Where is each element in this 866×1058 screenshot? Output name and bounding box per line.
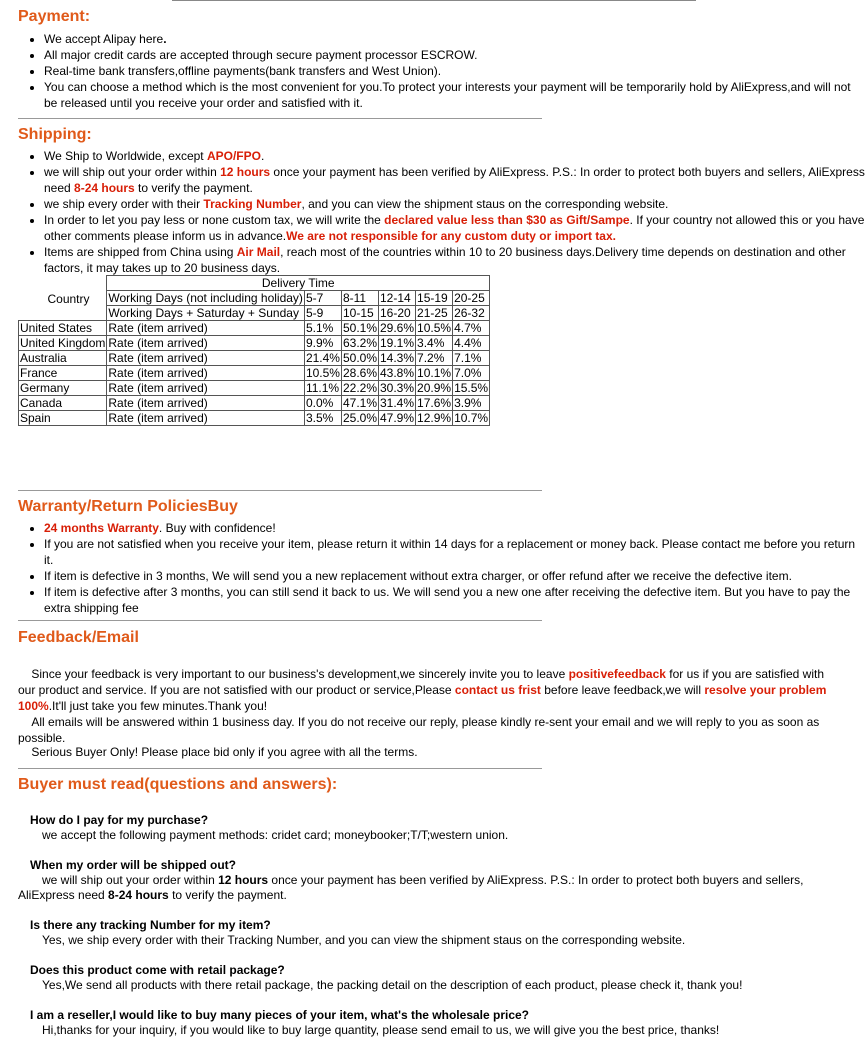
table-row — [19, 396, 490, 411]
rate-cell: 17.6% — [417, 396, 452, 410]
rate-cell: 14.3% — [380, 351, 415, 365]
range-cell: 10-15 — [341, 306, 378, 321]
range-cell: 20-25 — [453, 291, 490, 306]
question: When my order will be shipped out? — [30, 858, 237, 872]
table-body — [19, 321, 490, 426]
table-row — [19, 351, 490, 366]
list-item: • If item is defective in 3 months, We will send you a new replacement without extra charger, or offer refund after we receive the defective item. — [44, 568, 866, 584]
rate-label-cell: Rate (item arrived) — [107, 381, 305, 396]
rate-cell: 22.2% — [342, 381, 377, 395]
rate-cell: 10.7% — [454, 411, 489, 425]
warranty-list — [26, 520, 866, 616]
rate-cell: 3.5% — [304, 411, 341, 426]
divider — [18, 118, 542, 119]
rate-cell: 9.9% — [304, 336, 341, 351]
warranty-title: Warranty/Return PoliciesBuy — [18, 498, 238, 515]
delivery-time-header: Delivery Time — [107, 276, 490, 291]
rate-cell: 63.2% — [342, 336, 377, 350]
list-item: • If you are not satisfied when you receive your item, please return it within 14 days for a replacement or money back. Please contact me before you return it. — [44, 536, 866, 568]
list-item: • If item is defective after 3 months, you can still send it back to us. We will send you a new one after receiving the defective item. But you have to pay the extra shipping fee — [44, 584, 866, 616]
shipping-list — [26, 148, 866, 276]
range-cell: 5-9 — [304, 306, 341, 321]
rate-cell: 7.1% — [453, 351, 490, 366]
list-item: • We accept Alipay here. — [44, 31, 866, 47]
list-item: • We Ship to Worldwide, except APO/FPO. — [44, 148, 866, 164]
list-item: • 24 months Warranty. Buy with confidence! — [44, 520, 866, 536]
country-cell: Australia — [19, 351, 107, 366]
buyer-title: Buyer must read(questions and answers): — [18, 776, 338, 793]
question: I am a reseller,I would like to buy many pieces of your item, what's the wholesale price? — [30, 1008, 530, 1022]
feedback-title: Feedback/Email — [18, 629, 139, 646]
country-cell: Spain — [19, 411, 107, 426]
rate-cell: 25.0% — [342, 411, 377, 425]
qa-item — [18, 858, 844, 903]
country-cell: Canada — [19, 396, 107, 411]
payment-list — [26, 31, 866, 111]
country-cell: United States — [19, 321, 107, 336]
question: Is there any tracking Number for my item? — [30, 918, 271, 932]
shipping-title: Shipping: — [18, 126, 92, 143]
range-cell: 26-32 — [453, 306, 490, 321]
range-cell: 15-19 — [416, 291, 453, 306]
table-row — [19, 366, 490, 381]
payment-title: Payment: — [18, 8, 91, 25]
list-item: • You can choose a method which is the most convenient for you.To protect your interests your payment will be temporarily hold by AliExpress,and will not be released until you receive your order and satisfied with it. — [44, 79, 866, 111]
range-cell: 5-7 — [304, 291, 341, 306]
rate-label-cell: Rate (item arrived) — [107, 411, 305, 426]
rate-cell: 28.6% — [342, 366, 377, 380]
rate-cell: 5.1% — [304, 321, 341, 336]
divider — [18, 620, 542, 621]
divider — [18, 768, 542, 769]
qa-item — [18, 1008, 844, 1038]
rate-label-cell: Rate (item arrived) — [107, 351, 305, 366]
table-row — [19, 336, 490, 351]
list-item: • we ship every order with their Tracking Number, and you can view the shipment staus on the corresponding website. — [44, 196, 866, 212]
rate-cell: 12.9% — [417, 411, 452, 425]
question: How do I pay for my purchase? — [30, 813, 209, 827]
rate-cell: 30.3% — [380, 381, 415, 395]
rate-cell: 7.0% — [453, 366, 490, 381]
rate-cell: 20.9% — [417, 381, 452, 395]
answer: we accept the following payment methods: cridet card; moneybooker;T/T;western union. — [42, 828, 509, 842]
rate-cell: 0.0% — [304, 396, 341, 411]
rate-cell: 47.9% — [380, 411, 415, 425]
row-label: Working Days + Saturday + Sunday — [107, 306, 305, 321]
rate-cell: 10.5% — [305, 366, 340, 380]
top-divider — [172, 0, 696, 1]
rate-cell: 3.4% — [416, 336, 453, 351]
rate-cell: 19.1% — [380, 336, 415, 350]
answer: we will ship out your order within 12 hours once your payment has been verified by AliExpress. P.S.: In order to protect both buyers and sellers, AliExpress need 8-24 hours to verify the payment. — [18, 873, 804, 902]
country-cell: United Kingdom — [20, 336, 106, 350]
rate-cell: 31.4% — [380, 396, 415, 410]
rate-cell: 4.7% — [453, 321, 490, 336]
email-paragraph: All emails will be answered within 1 business day. If you do not receive our reply, please kindly re-sent your email and we will reply to you as soon as possible. — [18, 715, 823, 745]
rate-label-cell: Rate (item arrived) — [107, 366, 305, 381]
table-header-row — [19, 276, 490, 291]
answer: Hi,thanks for your inquiry, if you would like to buy large quantity, please send email to us, we will give you the best price, thanks! — [42, 1023, 720, 1037]
rate-cell: 3.9% — [453, 396, 490, 411]
rate-label-cell: Rate (item arrived) — [107, 336, 305, 351]
rate-cell: 50.0% — [342, 351, 377, 365]
country-cell: Germany — [19, 381, 107, 396]
list-item: • Items are shipped from China using Air Mail, reach most of the countries within 10 to 20 business days.Delivery time depends on destination and other factors, it may takes up to 20 business days. — [44, 244, 866, 276]
rate-cell: 11.1% — [304, 381, 341, 396]
row-label: Working Days (not including holiday) — [108, 291, 303, 305]
rate-cell: 47.1% — [342, 396, 377, 410]
list-item: • we will ship out your order within 12 hours once your payment has been verified by AliExpress. P.S.: In order to protect both buyers and sellers, AliExpress need 8-24 hours to verify the payment. — [44, 164, 866, 196]
qa-item — [18, 963, 844, 993]
range-cell: 12-14 — [379, 291, 416, 306]
qa-item — [18, 813, 844, 843]
table-row — [19, 321, 490, 336]
range-cell: 16-20 — [379, 306, 416, 321]
rate-cell: 50.1% — [342, 321, 377, 335]
divider — [18, 490, 542, 491]
rate-cell: 7.2% — [416, 351, 453, 366]
rate-cell: 15.5% — [454, 381, 489, 395]
rate-cell: 4.4% — [453, 336, 490, 351]
table-row — [19, 411, 490, 426]
rate-cell: 29.6% — [380, 321, 415, 335]
rate-cell: 43.8% — [380, 366, 415, 380]
rate-label-cell: Rate (item arrived) — [107, 321, 305, 336]
feedback-paragraph: Since your feedback is very important to our business's development,we sincerely invite you to leave positivefeedback for us if you are satisfied with our product and service. If you are not satisfied with our product or service,Please contact us frist before leave feedback,we will resolve your problem 100%.It'll just take you few minutes.Thank you! — [18, 667, 830, 713]
list-item: • In order to let you pay less or none custom tax, we will write the declared value less than $30 as Gift/Sampe. If your country not allowed this or you have other comments please inform us in advance.We are not responsible for any custom duty or import tax. — [44, 212, 866, 244]
table-row — [19, 381, 490, 396]
rate-label-cell: Rate (item arrived) — [107, 396, 305, 411]
range-cell: 8-11 — [341, 291, 378, 306]
country-label: Country — [47, 292, 90, 306]
answer: Yes,We send all products with there retail package, the packing detail on the description of each product, please check it, thank you! — [42, 978, 743, 992]
qa-item — [18, 918, 844, 948]
rate-cell: 10.5% — [417, 321, 452, 335]
list-item: • Real-time bank transfers,offline payments(bank transfers and West Union). — [44, 63, 866, 79]
list-item: • All major credit cards are accepted through secure payment processor ESCROW. — [44, 47, 866, 63]
rate-cell: 10.1% — [417, 366, 452, 380]
question: Does this product come with retail package? — [30, 963, 285, 977]
country-cell: France — [19, 366, 107, 381]
serious-buyer-note: Serious Buyer Only! Please place bid only if you agree with all the terms. — [18, 745, 418, 759]
answer: Yes, we ship every order with their Tracking Number, and you can view the shipment staus on the corresponding website. — [42, 933, 686, 947]
rate-cell: 21.4% — [305, 351, 340, 365]
range-cell: 21-25 — [416, 306, 453, 321]
